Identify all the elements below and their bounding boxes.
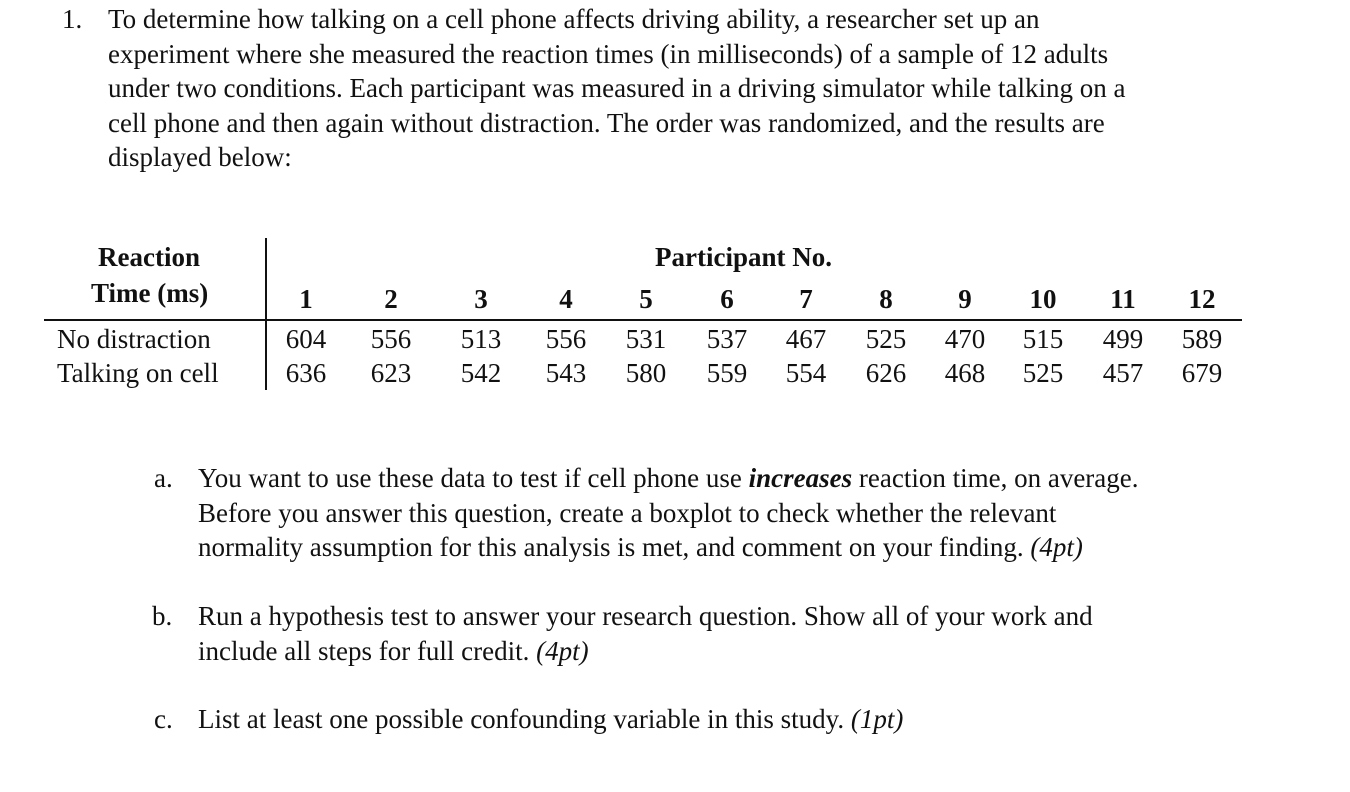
table-horizontal-divider	[44, 319, 1242, 321]
question-line-2: experiment where she measured the reaction times (in milliseconds) of a sample of 12 adults	[108, 38, 1109, 69]
no-distraction-value-8: 525	[865, 324, 907, 354]
part-a-line-2: Before you answer this question, create a boxplot to check whether the relevant	[198, 497, 1057, 528]
participant-header-6: 6	[720, 284, 734, 314]
talking-on-cell-value-1: 636	[285, 358, 327, 388]
no-distraction-value-5: 531	[625, 324, 667, 354]
talking-on-cell-value-6: 559	[706, 358, 748, 388]
talking-on-cell-value-8: 626	[865, 358, 907, 388]
participant-header-10: 10	[1029, 284, 1057, 314]
participant-header-7: 7	[799, 284, 813, 314]
talking-on-cell-value-5: 580	[625, 358, 667, 388]
part-a-line-1	[198, 461, 1288, 496]
part-b-line-2-text: include all steps for full credit.	[198, 635, 537, 666]
no-distraction-value-4: 556	[545, 324, 587, 354]
talking-on-cell-value-4: 543	[545, 358, 587, 388]
no-distraction-value-10: 515	[1022, 324, 1064, 354]
table-group-header: Participant No.	[655, 242, 832, 272]
no-distraction-value-2: 556	[370, 324, 412, 354]
talking-on-cell-value-11: 457	[1102, 358, 1144, 388]
talking-on-cell-value-10: 525	[1022, 358, 1064, 388]
question-number: 1.	[62, 4, 83, 34]
participant-header-11: 11	[1110, 284, 1136, 314]
part-b-letter: b.	[152, 601, 173, 631]
part-a-points: (4pt)	[1030, 532, 1083, 562]
talking-on-cell-value-9: 468	[944, 358, 986, 388]
question-line-5: displayed below:	[108, 142, 292, 172]
part-a-text	[198, 461, 1288, 565]
part-b-line-2	[198, 634, 1288, 669]
no-distraction-value-12: 589	[1181, 324, 1223, 354]
question-line-1: To determine how talking on a cell phone affects driving ability, a researcher set up an	[108, 4, 1040, 34]
row-label-talking-on-cell: Talking on cell	[57, 358, 219, 388]
no-distraction-value-9: 470	[944, 324, 986, 354]
participant-header-2: 2	[384, 284, 398, 314]
part-c-points: (1pt)	[850, 704, 904, 734]
talking-on-cell-value-2: 623	[370, 358, 412, 388]
part-c-letter: c.	[154, 704, 173, 734]
participant-header-9: 9	[958, 284, 972, 314]
participant-header-8: 8	[879, 284, 893, 314]
talking-on-cell-value-12: 679	[1181, 358, 1223, 388]
talking-on-cell-value-3: 542	[460, 358, 502, 388]
part-a-line-1-end: reaction time, on average.	[852, 463, 1139, 493]
no-distraction-value-3: 513	[460, 324, 502, 354]
part-b-line-1: Run a hypothesis test to answer your research question. Show all of your work and	[198, 601, 1093, 631]
participant-header-1: 1	[299, 284, 313, 314]
no-distraction-value-1: 604	[285, 324, 327, 354]
participant-header-12: 12	[1188, 284, 1216, 314]
row-label-no-distraction: No distraction	[57, 324, 211, 354]
no-distraction-value-7: 467	[785, 324, 827, 354]
participant-header-5: 5	[639, 284, 653, 314]
part-b-text	[198, 599, 1288, 668]
part-c-text	[198, 702, 1288, 737]
table-vertical-divider	[265, 238, 267, 390]
part-c-line-1-text: List at least one possible confounding variable in this study.	[198, 704, 851, 734]
table-corner-label-line2: Time (ms)	[91, 278, 209, 308]
part-a-line-1-text: You want to use these data to test if cell phone use	[198, 463, 749, 493]
no-distraction-value-11: 499	[1102, 324, 1144, 354]
part-a-emphasis: increases	[748, 463, 853, 493]
part-c-line-1	[198, 702, 1288, 737]
part-b-points: (4pt)	[536, 635, 589, 666]
table-corner-label-line1: Reaction	[98, 242, 200, 272]
question-line-3: under two conditions. Each participant was measured in a driving simulator while talking on a	[108, 73, 1126, 103]
talking-on-cell-value-7: 554	[785, 358, 827, 388]
question-line-4: cell phone and then again without distraction. The order was randomized, and the results are	[108, 107, 1105, 138]
part-a-letter: a.	[154, 463, 173, 493]
no-distraction-value-6: 537	[706, 324, 748, 354]
part-a-line-3	[198, 530, 1288, 565]
part-a-line-3-text: normality assumption for this analysis is met, and comment on your finding.	[198, 532, 1031, 562]
participant-header-4: 4	[559, 284, 573, 314]
participant-header-3: 3	[474, 284, 488, 314]
